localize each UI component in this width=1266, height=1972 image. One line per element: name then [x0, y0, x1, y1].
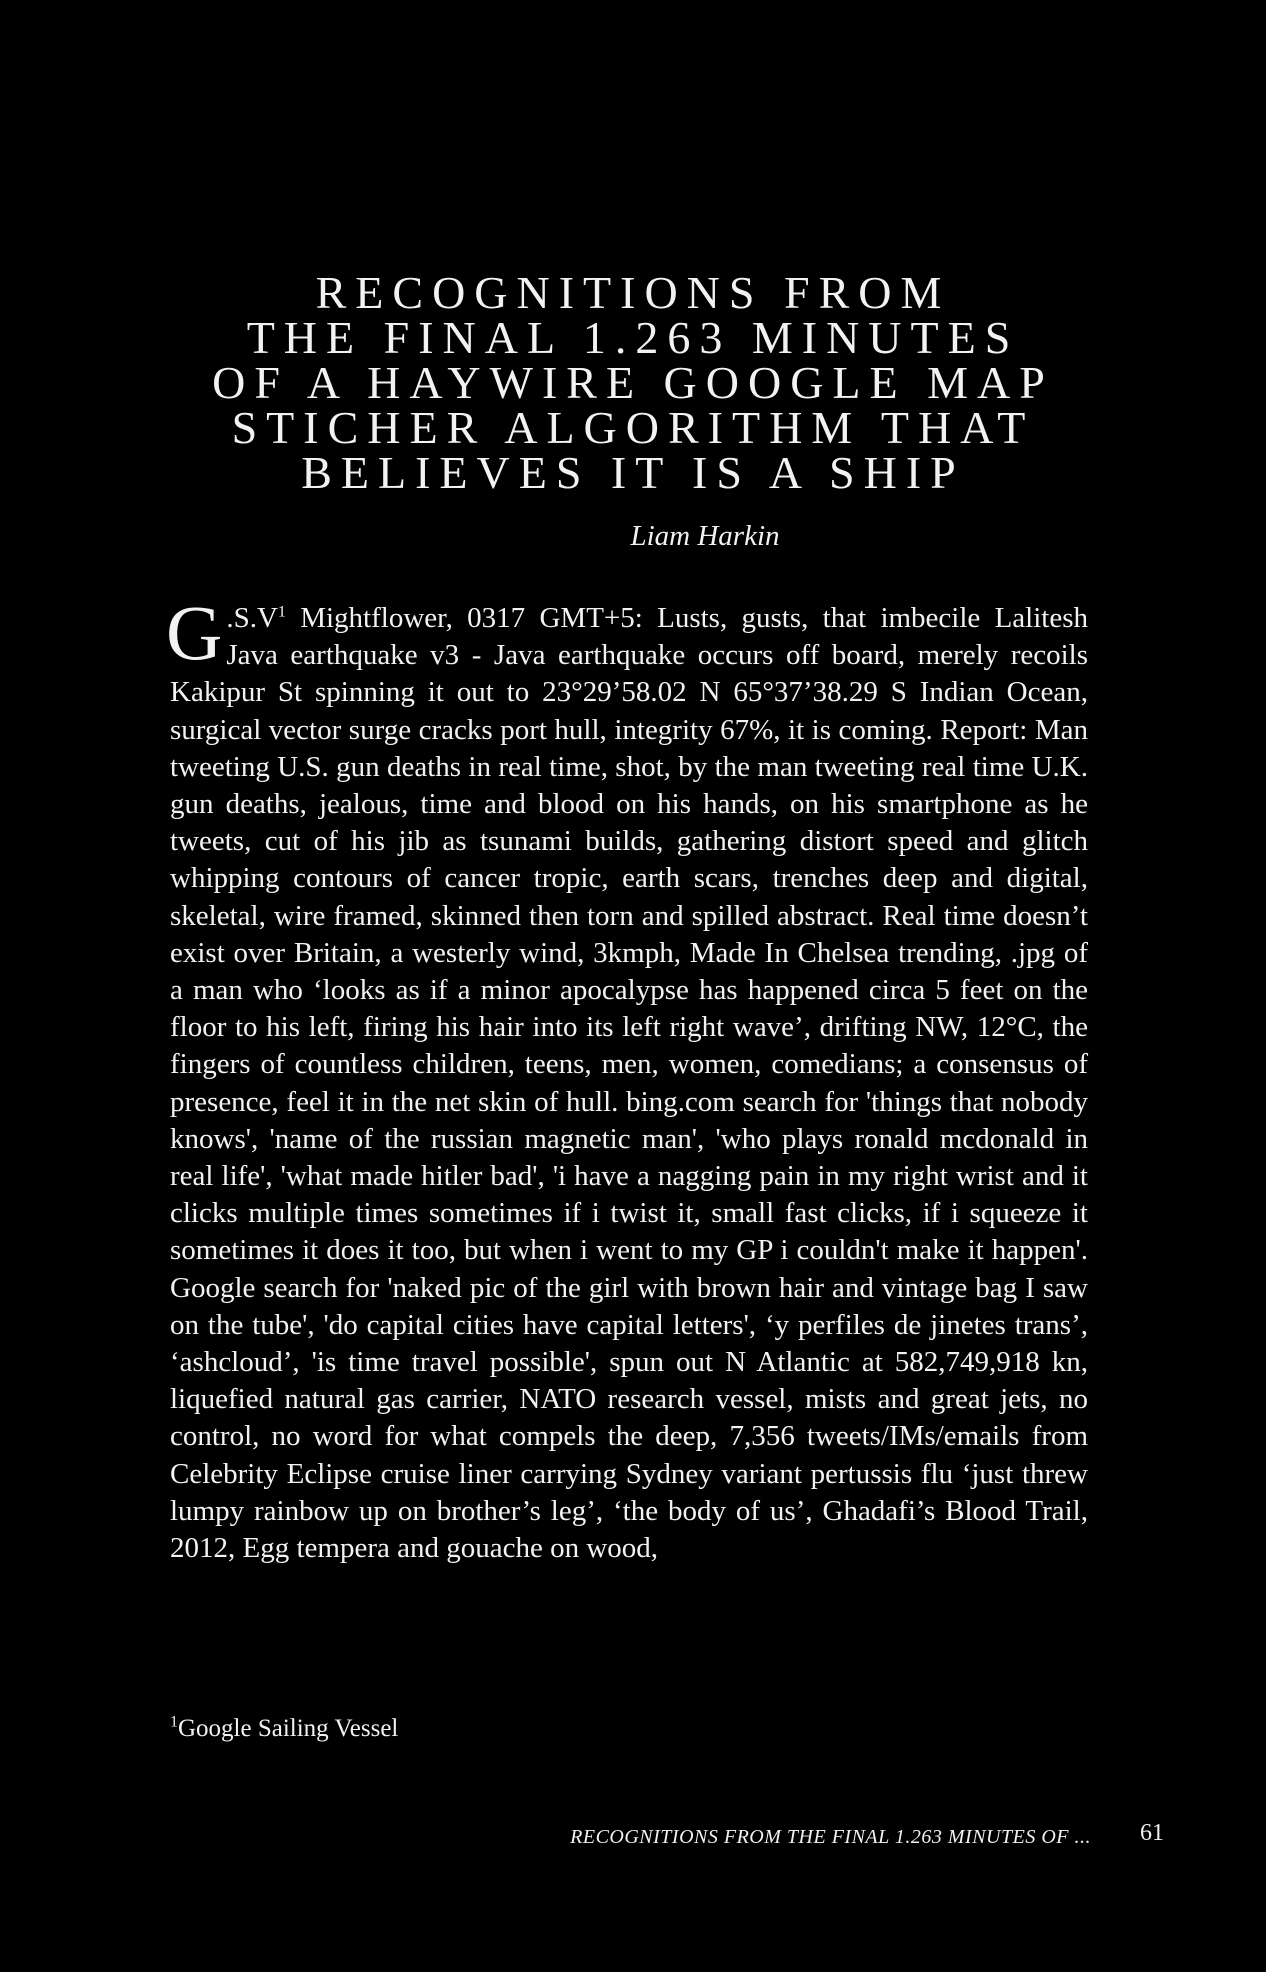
- body-text: Mightflower, 0317 GMT+5: Lusts, gusts, that imbecile Lalitesh Java earthquake v3 - Java earthquake occurs off board, merely recoils Kakipur St spinning it out to 23°29’58.02 N 65°37’38.29 S Indian Ocean, surgical vector surge cracks port hull, integrity 67%, it is coming. Report: Man tweeting U.S. gun deaths in real time, shot, by the man tweeting real time U.K. gun deaths, jealous, time and blood on his hands, on his smartphone as he tweets, cut of his jib as tsunami builds, gathering distort speed and glitch whipping contours of cancer tropic, earth scars, trenches deep and digital, skeletal, wire framed, skinned then torn and spilled abstract. Real time doesn’t exist over Britain, a westerly wind, 3kmph, Made In Chelsea trending, .jpg of a man who ‘looks as if a minor apocalypse has happened circa 5 feet on the floor to his left, firing his hair into its left right wave’, drifting NW, 12°C, the fingers of countless children, teens, men, women, comedians; a consensus of presence, feel it in the net skin of hull. bing.com search for 'things that nobody knows', 'name of the russian magnetic man', 'who plays ronald mcdonald in real life', 'what made hitler bad', 'i have a nagging pain in my right wrist and it clicks multiple times sometimes if i twist it, small fast clicks, if i squeeze it sometimes it does it too, but when i went to my GP i couldn't make it happen'. Google search for 'naked pic of the girl with brown hair and vintage bag I saw on the tube', 'do capital cities have capital letters', ‘y perfiles de jinetes trans’, ‘ashcloud’, 'is time travel possible', spun out N Atlantic at 582,749,918 kn, liquefied natural gas carrier, NATO research vessel, mists and great jets, no control, no word for what compels the deep, 7,356 tweets/IMs/emails from Celebrity Eclipse cruise liner carrying Sydney variant pertussis flu ‘just threw lumpy rainbow up on brother’s leg’, ‘the body of us’, Ghadafi’s Blood Trail, 2012, Egg tempera and gouache on wood,: [170, 602, 1088, 1565]
- footnote: [170, 1715, 398, 1743]
- author-name: Liam Harkin: [630, 520, 780, 552]
- running-title: RECOGNITIONS FROM THE FINAL 1.263 MINUTES OF ...: [570, 1826, 1091, 1848]
- footnote-number: 1: [170, 1713, 178, 1731]
- title-line: OF A HAYWIRE GOOGLE MAP: [212, 357, 1054, 408]
- page-number: 61: [1140, 1820, 1164, 1846]
- body-lead: .S.V: [226, 602, 278, 634]
- footnote-marker: 1: [277, 603, 286, 621]
- title-line: BELIEVES IT IS A SHIP: [301, 447, 965, 498]
- title-line: STICHER ALGORITHM THAT: [231, 402, 1035, 453]
- drop-cap: G: [166, 589, 223, 676]
- title-line: THE FINAL 1.263 MINUTES: [246, 312, 1020, 363]
- poem-title: [150, 267, 1116, 498]
- title-line: RECOGNITIONS FROM: [315, 267, 951, 318]
- poem-body: [166, 589, 1088, 1567]
- footnote-text: Google Sailing Vessel: [178, 1715, 399, 1742]
